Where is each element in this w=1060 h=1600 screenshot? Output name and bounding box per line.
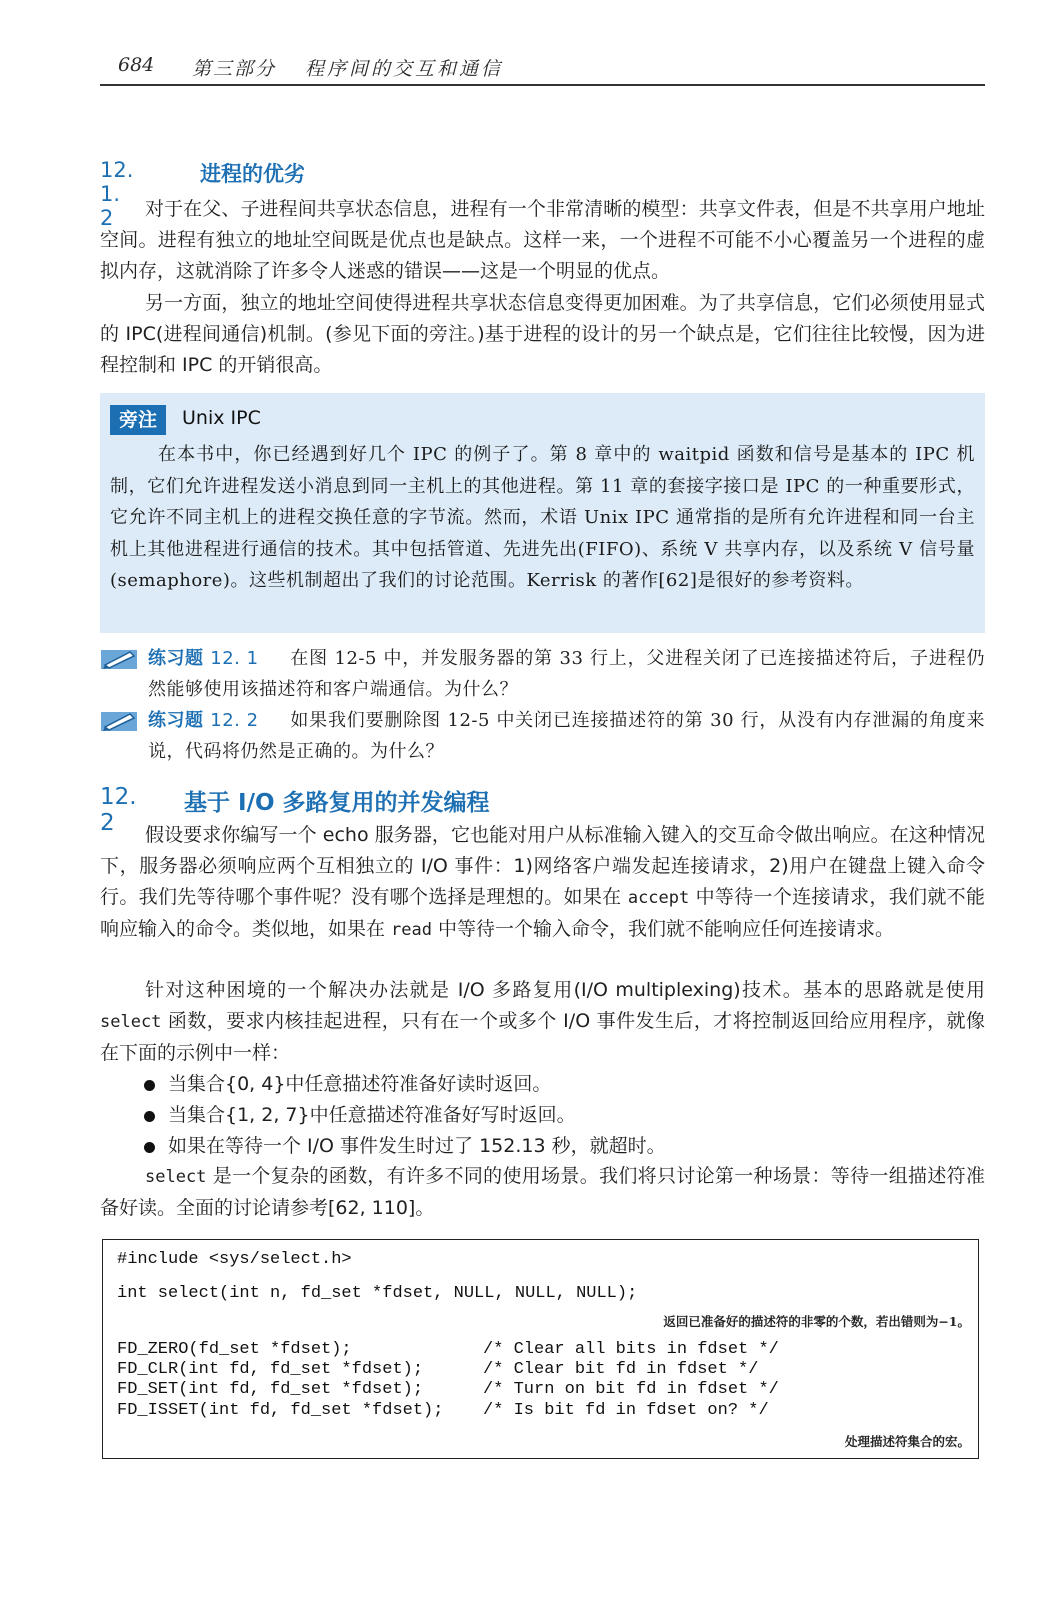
pencil-icon	[100, 647, 138, 671]
exercise-body: 如果我们要删除图 12-5 中关闭已连接描述符的第 30 行，从没有内存泄漏的角度来说，代码将仍然是正确的。为什么？	[148, 710, 985, 762]
section-number: 12. 2	[100, 784, 137, 836]
paragraph: 另一方面，独立的地址空间使得进程共享状态信息变得更加困难。为了共享信息，它们必须使用显式的 IPC(进程间通信)机制。(参见下面的旁注。)基于进程的设计的另一个缺点是，它们往往比较慢，因为进程控制和 IPC 的开销很高。	[100, 292, 985, 376]
code-comment: /* Clear bit fd in fdset */	[483, 1360, 759, 1379]
aside-box	[100, 393, 985, 633]
code-line: FD_SET(int fd, fd_set *fdset);	[117, 1380, 424, 1399]
paragraph: select 是一个复杂的函数，有许多不同的使用场景。我们将只讨论第一种场景：等待一组描述符准备好读。全面的讨论请参考[62, 110]。	[100, 1165, 985, 1219]
code-line: FD_ZERO(fd_set *fdset);	[117, 1340, 352, 1359]
part-label: 第三部分	[192, 58, 277, 80]
exercise-text	[148, 643, 985, 705]
exercise-text	[148, 705, 985, 767]
code-line: FD_CLR(int fd, fd_set *fdset);	[117, 1360, 424, 1379]
pencil-icon	[100, 709, 138, 733]
code-comment: /* Turn on bit fd in fdset */	[483, 1380, 779, 1399]
inline-code: accept	[627, 888, 690, 908]
aside-tag: 旁注	[110, 405, 166, 435]
part-title: 程序间的交互和通信	[305, 58, 504, 80]
page-number: 684	[118, 54, 155, 76]
paragraph: 假设要求你编写一个 echo 服务器，它也能对用户从标准输入键入的交互命令做出响应。在这种情况下，服务器必须响应两个互相独立的 I/O 事件：1)网络客户端发起连接请求，2)用户在键盘上键入命令行。我们先等待哪个事件呢？没有哪个选择是理想的。如果在 accept 中等待一个连接请求，我们就不能响应输入的命令。类似地，如果在 read 中等待一个输入命令，我们就不能响应任何连接请求。	[100, 824, 985, 940]
inline-code: select	[100, 1012, 162, 1032]
code-comment: /* Clear all bits in fdset */	[483, 1340, 779, 1359]
code-line: #include <sys/select.h>	[117, 1250, 352, 1269]
code-line: int select(int n, fd_set *fdset, NULL, NULL, NULL);	[117, 1284, 638, 1303]
paragraph: 针对这种困境的一个解决办法就是 I/O 多路复用(I/O multiplexing)技术。基本的思路就是使用 select 函数，要求内核挂起进程，只有在一个或多个 I/O 事件发生后，才将控制返回给应用程序，就像在下面的示例中一样：	[100, 979, 985, 1064]
exercise-label: 练习题 12. 1	[148, 648, 259, 669]
running-header	[100, 50, 985, 86]
list-item: 当集合{0, 4}中任意描述符准备好读时返回。	[140, 1069, 985, 1100]
list-item: 如果在等待一个 I/O 事件发生时过了 152.13 秒，就超时。	[140, 1131, 985, 1162]
list-item: 当集合{1, 2, 7}中任意描述符准备好写时返回。	[140, 1100, 985, 1131]
code-note: 处理描述符集合的宏。	[844, 1434, 970, 1449]
code-line: FD_ISSET(int fd, fd_set *fdset);	[117, 1401, 444, 1420]
aside-title: Unix IPC	[182, 407, 261, 429]
inline-code: select	[145, 1167, 207, 1187]
paragraph: 对于在父、子进程间共享状态信息，进程有一个非常清晰的模型：共享文件表，但是不共享用户地址空间。进程有独立的地址空间既是优点也是缺点。这样一来，一个进程不可能不小心覆盖另一个进程的虚拟内存，这就消除了许多令人迷惑的错误——这是一个明显的优点。	[100, 198, 985, 282]
exercise-label: 练习题 12. 2	[148, 710, 259, 731]
section-title: 基于 I/O 多路复用的并发编程	[184, 790, 490, 816]
code-comment: /* Is bit fd in fdset on? */	[483, 1401, 769, 1420]
aside-text: 在本书中，你已经遇到好几个 IPC 的例子了。第 8 章中的 waitpid 函数和信号是基本的 IPC 机制，它们允许进程发送小消息到同一主机上的其他进程。第 11 章的套接字接口是 IPC 的一种重要形式，它允许不同主机上的进程交换任意的字节流。然而，术语 Unix IPC 通常指的是所有允许进程和同一台主机上其他进程进行通信的技术。其中包括管道、先进先出(FIFO)、系统 V 共享内存，以及系统 V 信号量(semaphore)。这些机制超出了我们的讨论范围。Kerrisk 的著作[62]是很好的参考资料。	[110, 444, 975, 591]
exercise-body: 在图 12-5 中，并发服务器的第 33 行上，父进程关闭了已连接描述符后，子进程仍然能够使用该描述符和客户端通信。为什么？	[148, 648, 985, 700]
code-note: 返回已准备好的描述符的非零的个数，若出错则为−1。	[663, 1314, 970, 1329]
section-number: 12. 1. 2	[100, 158, 134, 230]
inline-code: read	[391, 920, 432, 940]
code-box	[102, 1239, 979, 1459]
bullet-list	[140, 1069, 985, 1162]
section-title: 进程的优劣	[200, 162, 305, 186]
